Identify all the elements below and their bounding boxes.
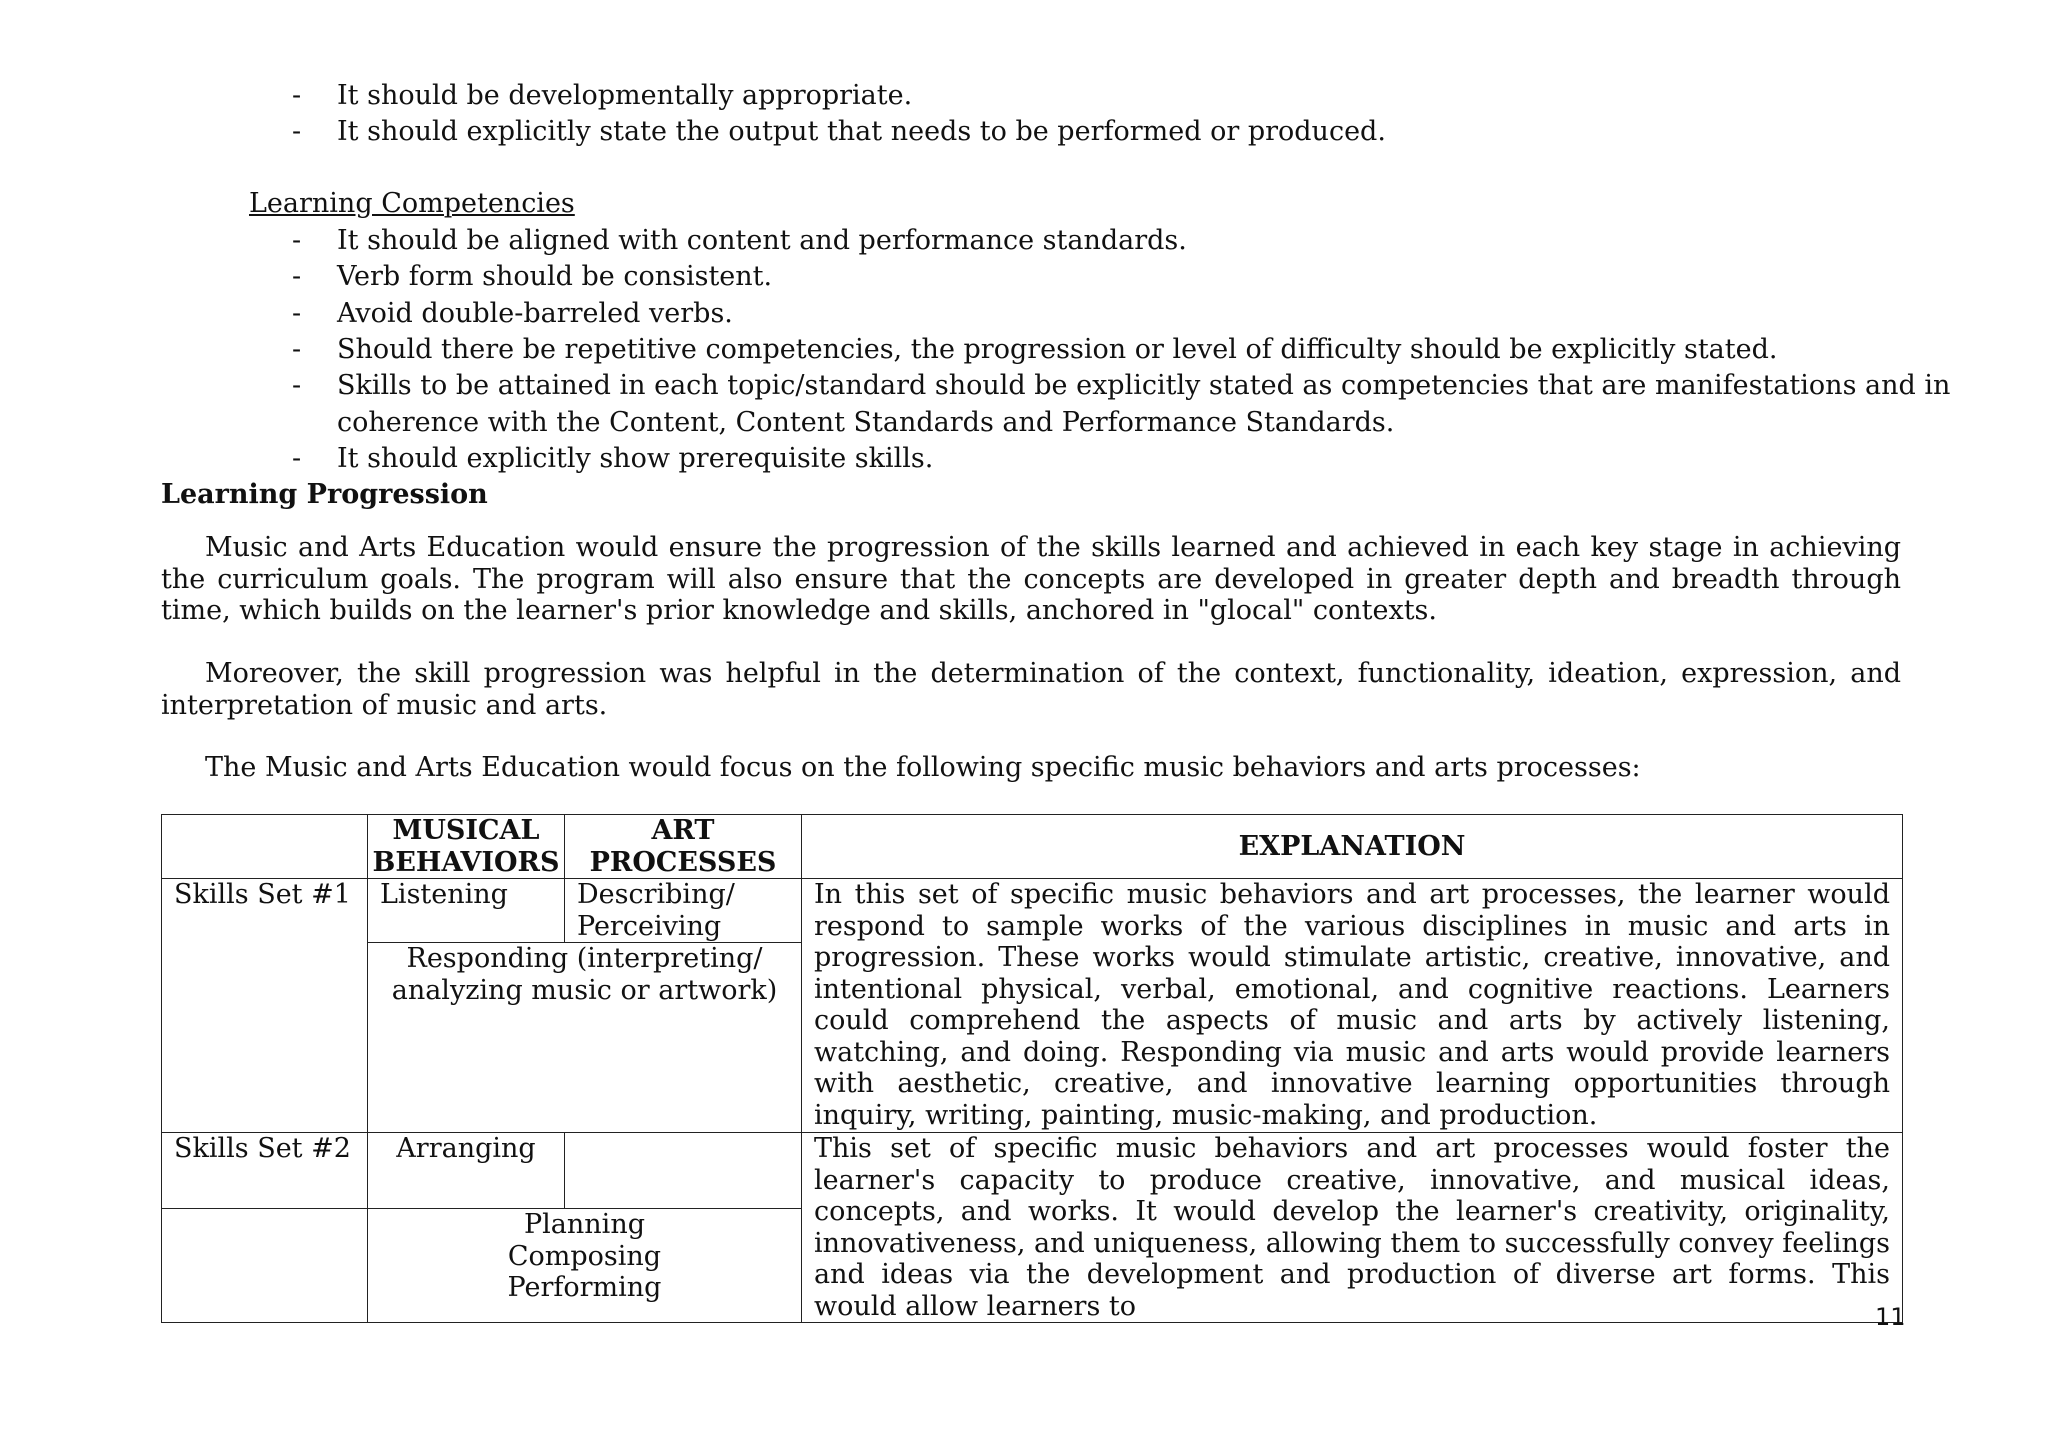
bullet-dash: - xyxy=(292,370,302,401)
art-process-cell xyxy=(565,1133,802,1209)
competency-item-continued: coherence with the Content, Content Standards and Performance Standards. xyxy=(337,407,1395,438)
art-process-cell: Describing/ Perceiving xyxy=(565,879,802,943)
header-blank xyxy=(162,815,368,879)
learning-progression-heading: Learning Progression xyxy=(161,479,488,510)
header-art-processes: ART PROCESSES xyxy=(565,815,802,879)
header-musical-behaviors: MUSICAL BEHAVIORS xyxy=(368,815,565,879)
progression-paragraph: The Music and Arts Education would focus on the following specific music behaviors and arts processes: xyxy=(205,752,1641,783)
competency-item: Avoid double-barreled verbs. xyxy=(337,298,733,329)
bullet-dash: - xyxy=(292,116,302,147)
competency-item: It should explicitly show prerequisite skills. xyxy=(337,443,934,474)
bullet-dash: - xyxy=(292,298,302,329)
combined-process-cell: Responding (interpreting/ analyzing music or artwork) xyxy=(368,943,802,1133)
table-header-row xyxy=(162,815,1903,879)
table-row xyxy=(162,1133,1903,1209)
progression-paragraph: Moreover, the skill progression was helpful in the determination of the context, functionality, ideation, expression, and interpretation of music and arts. xyxy=(161,658,1901,721)
musical-behavior-cell: Arranging xyxy=(368,1133,565,1209)
progression-paragraph: Music and Arts Education would ensure the progression of the skills learned and achieved in each key stage in achieving the curriculum goals. The program will also ensure that the concepts are developed in greater depth and breadth through time, which builds on the learner's prior knowledge and skills, anchored in "glocal" contexts. xyxy=(161,532,1901,626)
competency-item: Verb form should be consistent. xyxy=(337,261,773,292)
skills-set-2-label: Skills Set #2 xyxy=(162,1133,368,1209)
table-row xyxy=(162,879,1903,943)
process-item: Performing xyxy=(507,1272,662,1303)
competency-item: Skills to be attained in each topic/standard should be explicitly stated as competencies that are manifestations and in xyxy=(337,370,1951,401)
header-explanation: EXPLANATION xyxy=(802,815,1903,879)
skills-table xyxy=(161,814,1903,1323)
bullet-text: It should be developmentally appropriate. xyxy=(337,80,913,111)
page-number: 11 xyxy=(1875,1303,1906,1331)
bullet-dash: - xyxy=(292,443,302,474)
bullet-dash: - xyxy=(292,334,302,365)
process-item: Composing xyxy=(507,1240,662,1272)
bullet-dash: - xyxy=(292,80,302,111)
competency-item: Should there be repetitive competencies, the progression or level of difficulty should be explicitly stated. xyxy=(337,334,1778,365)
learning-competencies-heading: Learning Competencies xyxy=(249,188,575,219)
musical-behavior-cell: Listening xyxy=(368,879,565,943)
competency-item: It should be aligned with content and performance standards. xyxy=(337,225,1187,256)
bullet-dash: - xyxy=(292,225,302,256)
bullet-dash: - xyxy=(292,261,302,292)
explanation-cell: In this set of specific music behaviors and art processes, the learner would respond to sample works of the various disciplines in music and arts in progression. These works would stimulate artistic, creative, innovative, and intentional physical, verbal, emotional, and cognitive reactions. Learners could comprehend the aspects of music and arts by actively listening, watching, and doing. Responding via music and arts would provide learners with aesthetic, creative, and innovative learning opportunities through inquiry, writing, painting, music-making, and production. xyxy=(802,879,1903,1133)
bullet-text: It should explicitly state the output that needs to be performed or produced. xyxy=(337,116,1386,147)
explanation-cell: This set of specific music behaviors and art processes would foster the learner's capacity to produce creative, innovative, and musical ideas, concepts, and works. It would develop the learner's creativity, originality, innovativeness, and uniqueness, allowing them to successfully convey feelings and ideas via the development and production of diverse art forms. This would allow learners to xyxy=(802,1133,1903,1323)
process-item: Planning xyxy=(524,1209,645,1240)
empty-label-cell xyxy=(162,1209,368,1323)
combined-process-cell xyxy=(368,1209,802,1323)
skills-set-1-label: Skills Set #1 xyxy=(162,879,368,1133)
